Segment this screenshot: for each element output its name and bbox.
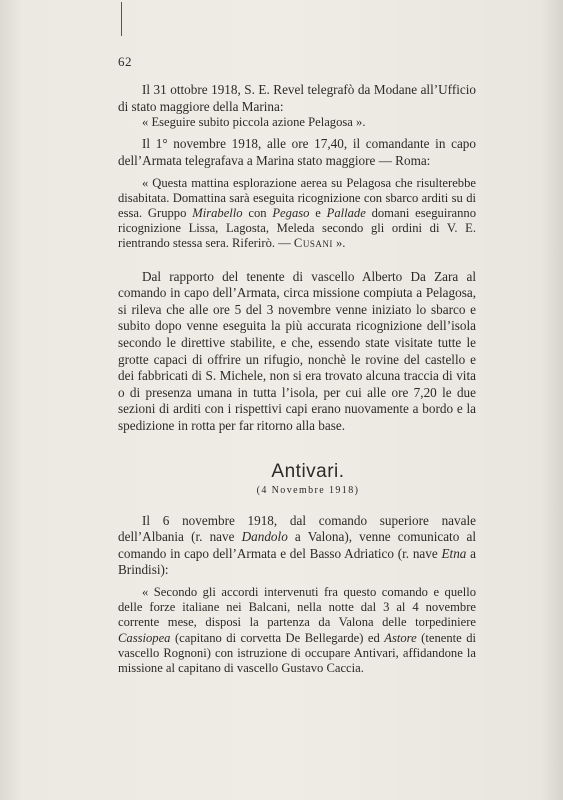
- quote-text: « Secondo gli accordi intervenuti fra questo comando e quello delle forze italiane nei Balcani, nella notte dal 3 al 4 novembre corrente mese, disposi la partenza da Valona delle torpediniere: [118, 584, 476, 630]
- quote-text: e: [309, 205, 327, 220]
- ship-name-pallade: Pallade: [326, 205, 366, 220]
- page-number: 62: [118, 54, 132, 69]
- section-date: (4 Novembre 1918): [256, 484, 360, 496]
- paragraph-text: a Brindisi):: [118, 545, 476, 578]
- quote-pelagosa-order: « Eseguire subito piccola azione Pelagosa ».: [142, 115, 366, 130]
- quote-antivari-orders: [118, 585, 476, 676]
- paragraph-commander-telegram: Il 1° novembre 1918, alle ore 17,40, il comandante in capo dell’Armata telegrafava a Marina stato maggiore — Roma:: [118, 136, 476, 168]
- quote-text: (capitano di corvetta De Bellegarde) ed: [170, 630, 385, 645]
- section-title-antivari: Antivari.: [271, 460, 345, 482]
- paragraph-revel-telegram: Il 31 ottobre 1918, S. E. Revel telegrafò da Modane all’Ufficio di stato maggiore della Marina:: [118, 82, 476, 114]
- ship-name-astore: Astore: [384, 630, 417, 645]
- page-text: [118, 82, 476, 676]
- quote-text: domani eseguiranno ricognizione Lissa, Lagosta, Meleda secondo gli ordini di V. E. rientrando stessa sera. Riferirò. —: [118, 205, 477, 251]
- ship-name-cassiopea: Cassiopea: [118, 630, 171, 645]
- ship-name-dandolo: Dandolo: [241, 529, 288, 545]
- quote-text: (tenente di vascello Rognoni) con istruzione di occupare Antivari, affidandone la missione al capitano di vascello Gustavo Caccia.: [118, 630, 476, 675]
- ship-name-pegaso: Pegaso: [272, 205, 310, 220]
- ship-name-etna: Etna: [441, 545, 467, 561]
- signature-cusani: Cusani: [293, 236, 333, 251]
- paragraph-text: a Valona), venne comunicato al comando in capo dell’Armata e del Basso Adriatico (r. nave: [118, 529, 476, 561]
- ship-name-mirabello: Mirabello: [192, 205, 243, 220]
- binding-mark: [121, 2, 122, 36]
- paragraph-da-zara-report: Dal rapporto del tenente di vascello Alberto Da Zara al comando in capo dell’Armata, circa missione compiuta a Pelagosa, si rileva che alle ore 5 del 3 novembre venne iniziato lo sbarco e subito dopo venne eseguita la più accurata ricognizione dell’isola secondo le direttive stabilite, e che, essendo state visitate tutte le grotte capaci di offrire un rifugio, nonchè le rovine del castello e dei fabbricati di S. Michele, non si era trovato alcuna traccia di vita o di presenza umana in tutta l’isola, per cui alle ore 7,20 le due sezioni di arditi con i rispettivi capi erano nuovamente a bordo e la spedizione in rotta per far ritorno alla base.: [118, 268, 476, 433]
- quote-text: con: [242, 205, 273, 220]
- paragraph-text: Il 6 novembre 1918, dal comando superiore navale dell’Albania (r. nave: [118, 512, 476, 545]
- paragraph-albania-communication: [118, 513, 476, 579]
- quote-text: ».: [332, 236, 346, 251]
- quote-text: « Questa mattina esplorazione aerea su Pelagosa che risulterebbe disabitata. Domattina sarà eseguita ricognizione con sbarco arditi su di essa. Gruppo: [118, 175, 476, 220]
- quote-cusani-telegram: [118, 176, 476, 252]
